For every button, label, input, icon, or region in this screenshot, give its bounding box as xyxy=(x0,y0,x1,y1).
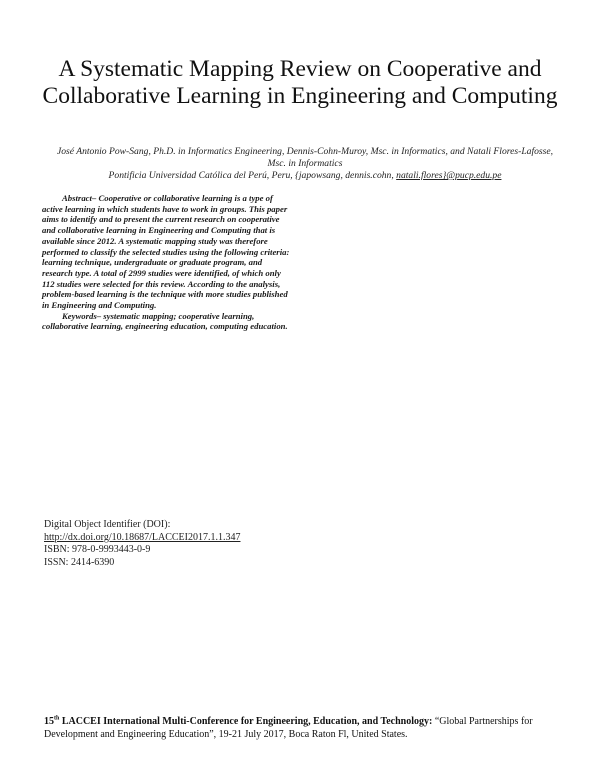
conference-details: “Global Partnerships for Development and Engineering Education”, 19-21 July 2017, Boca Raton Fl, United States. xyxy=(44,716,533,740)
identifiers-block xyxy=(44,519,240,569)
edition-number: 15 xyxy=(44,716,54,727)
keywords-label: Keywords– xyxy=(62,310,102,321)
edition-superscript: th xyxy=(54,715,60,722)
keywords-text: systematic mapping; cooperative learning, collaborative learning, engineering education, computing education. xyxy=(42,310,288,332)
doi-link[interactable]: http://dx.doi.org/10.18687/LACCEI2017.1.1.347 xyxy=(44,531,241,543)
abstract-section xyxy=(42,193,292,332)
conference-name xyxy=(44,716,432,727)
affiliation-text: Pontificia Universidad Católica del Perú, Peru, {japowsang, dennis.cohn, xyxy=(108,170,397,181)
issn: ISSN: 2414-6390 xyxy=(44,556,115,568)
author-degree: Msc. in Informatics xyxy=(267,158,343,169)
abstract-text: Cooperative or collaborative learning is a type of active learning in which students have to work in groups. This paper aims to identify and to present the current research on cooperative and collaborative learning in Engineering and Computing that is available since 2012. A systematic mapping study was therefore performed to classify the selected studies using the following criteria: learning technique, undergraduate or graduate program, and research type. A total of 2999 studies were identified, of which only 112 studies were selected for this review. According to the analysis, problem-based learning is the technique with more studies published in Engineering and Computing. xyxy=(42,193,290,311)
isbn: ISBN: 978-0-9993443-0-9 xyxy=(44,544,151,555)
paper-title: A Systematic Mapping Review on Cooperative and Collaborative Learning in Engineering and Computing xyxy=(42,56,558,109)
doi-label: Digital Object Identifier (DOI): xyxy=(44,519,171,530)
abstract-paragraph xyxy=(42,193,292,311)
conference-title: LACCEI International Multi-Conference for Engineering, Education, and Technology: xyxy=(59,716,433,727)
author-affiliation xyxy=(30,170,580,182)
author-names: José Antonio Pow-Sang, Ph.D. in Informatics Engineering, Dennis-Cohn-Muroy, Msc. in Informatics, and Natali Flores-Lafosse, xyxy=(56,146,554,157)
keywords-paragraph xyxy=(42,311,292,332)
abstract-label: Abstract– xyxy=(62,193,97,203)
author-block xyxy=(30,146,580,182)
email-link[interactable]: natali.flores}@pucp.edu.pe xyxy=(396,170,502,181)
conference-footer xyxy=(44,715,564,741)
